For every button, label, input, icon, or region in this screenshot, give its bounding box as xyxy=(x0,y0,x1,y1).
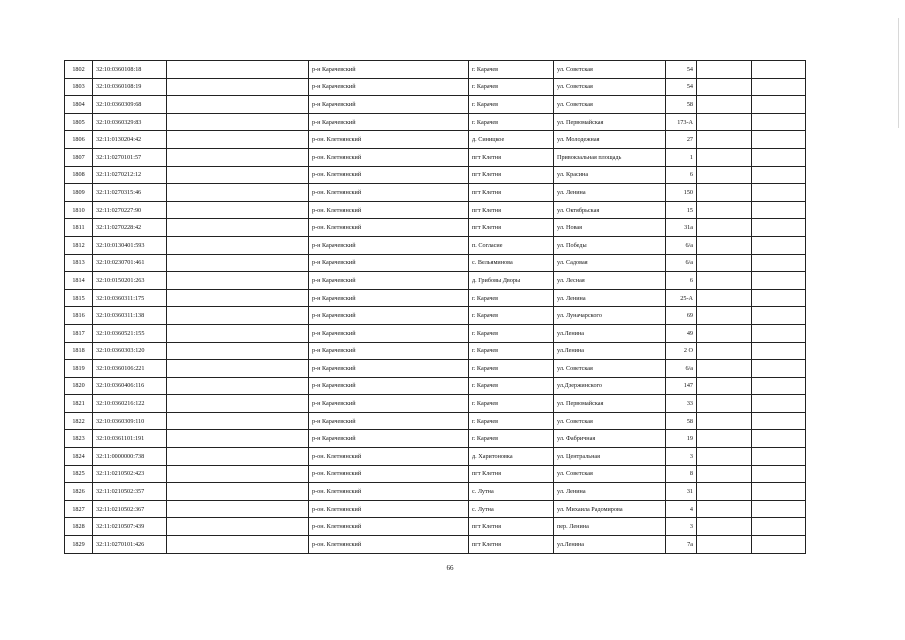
locality-cell: г. Карачев xyxy=(469,395,554,413)
table-row xyxy=(65,148,806,166)
empty-cell xyxy=(697,78,752,96)
district-cell: р-он. Клетнянский xyxy=(309,166,469,184)
row-number-cell: 1828 xyxy=(65,518,93,536)
district-cell: р-н Карачевский xyxy=(309,430,469,448)
district-cell: р-он. Клетнянский xyxy=(309,536,469,554)
empty-cell xyxy=(752,166,806,184)
district-cell: р-н Карачевский xyxy=(309,96,469,114)
locality-cell: г. Карачев xyxy=(469,61,554,79)
empty-cell xyxy=(697,324,752,342)
empty-cell xyxy=(697,483,752,501)
empty-cell xyxy=(697,448,752,466)
empty-cell xyxy=(752,395,806,413)
empty-cell xyxy=(697,377,752,395)
house-number-cell: 15 xyxy=(666,201,697,219)
street-cell: ул. Фабричная xyxy=(554,430,666,448)
house-number-cell: 3 xyxy=(666,448,697,466)
empty-cell xyxy=(697,96,752,114)
empty-cell xyxy=(697,272,752,290)
cadastral-number-cell: 32:11:0270212:12 xyxy=(93,166,167,184)
empty-cell xyxy=(697,201,752,219)
cadastral-number-cell: 32:10:0360108:19 xyxy=(93,78,167,96)
empty-cell xyxy=(167,236,309,254)
district-cell: р-он. Клетнянский xyxy=(309,483,469,501)
district-cell: р-н Карачевский xyxy=(309,395,469,413)
district-cell: р-он. Клетнянский xyxy=(309,448,469,466)
locality-cell: пгт Клетня xyxy=(469,536,554,554)
cadastral-number-cell: 32:10:0360309:110 xyxy=(93,412,167,430)
empty-cell xyxy=(752,96,806,114)
street-cell: ул. Молодежная xyxy=(554,131,666,149)
locality-cell: г. Карачев xyxy=(469,96,554,114)
empty-cell xyxy=(167,113,309,131)
cadastral-number-cell: 32:11:0270228:42 xyxy=(93,219,167,237)
empty-cell xyxy=(697,61,752,79)
row-number-cell: 1804 xyxy=(65,96,93,114)
district-cell: р-н Карачевский xyxy=(309,272,469,290)
cadastral-number-cell: 32:10:0361101:191 xyxy=(93,430,167,448)
empty-cell xyxy=(752,131,806,149)
empty-cell xyxy=(752,201,806,219)
cadastral-number-cell: 32:11:0130204:42 xyxy=(93,131,167,149)
house-number-cell: 147 xyxy=(666,377,697,395)
house-number-cell: 8 xyxy=(666,465,697,483)
empty-cell xyxy=(752,307,806,325)
locality-cell: пгт Клетня xyxy=(469,219,554,237)
empty-cell xyxy=(697,412,752,430)
cadastral-number-cell: 32:11:0210507:439 xyxy=(93,518,167,536)
empty-cell xyxy=(167,500,309,518)
cadastral-number-cell: 32:10:0230701:461 xyxy=(93,254,167,272)
table-row xyxy=(65,536,806,554)
locality-cell: д. Харитоновка xyxy=(469,448,554,466)
row-number-cell: 1807 xyxy=(65,148,93,166)
row-number-cell: 1809 xyxy=(65,184,93,202)
district-cell: р-он. Клетнянский xyxy=(309,465,469,483)
street-cell: пер. Ленина xyxy=(554,518,666,536)
empty-cell xyxy=(697,518,752,536)
table-row xyxy=(65,254,806,272)
house-number-cell: 27 xyxy=(666,131,697,149)
street-cell: ул. Ленина xyxy=(554,184,666,202)
cadastral-number-cell: 32:10:0360406:116 xyxy=(93,377,167,395)
row-number-cell: 1829 xyxy=(65,536,93,554)
house-number-cell: 3 xyxy=(666,518,697,536)
empty-cell xyxy=(167,342,309,360)
house-number-cell: 6 xyxy=(666,272,697,290)
empty-cell xyxy=(697,360,752,378)
locality-cell: пгт Клетня xyxy=(469,184,554,202)
district-cell: р-н Карачевский xyxy=(309,61,469,79)
row-number-cell: 1810 xyxy=(65,201,93,219)
locality-cell: пгт Клетня xyxy=(469,518,554,536)
empty-cell xyxy=(167,184,309,202)
street-cell: ул. Советская xyxy=(554,78,666,96)
row-number-cell: 1819 xyxy=(65,360,93,378)
empty-cell xyxy=(697,342,752,360)
empty-cell xyxy=(752,412,806,430)
street-cell: ул. Советская xyxy=(554,61,666,79)
cadastral-number-cell: 32:11:0210502:357 xyxy=(93,483,167,501)
district-cell: р-он. Клетнянский xyxy=(309,148,469,166)
empty-cell xyxy=(167,412,309,430)
district-cell: р-он. Клетнянский xyxy=(309,131,469,149)
locality-cell: с. Лутна xyxy=(469,500,554,518)
row-number-cell: 1824 xyxy=(65,448,93,466)
empty-cell xyxy=(697,236,752,254)
register-table xyxy=(64,60,806,554)
row-number-cell: 1805 xyxy=(65,113,93,131)
house-number-cell: 54 xyxy=(666,78,697,96)
locality-cell: г. Карачев xyxy=(469,307,554,325)
empty-cell xyxy=(752,78,806,96)
district-cell: р-н Карачевский xyxy=(309,78,469,96)
empty-cell xyxy=(167,536,309,554)
row-number-cell: 1812 xyxy=(65,236,93,254)
empty-cell xyxy=(752,360,806,378)
row-number-cell: 1808 xyxy=(65,166,93,184)
house-number-cell: 33 xyxy=(666,395,697,413)
cadastral-number-cell: 32:10:0360216:122 xyxy=(93,395,167,413)
house-number-cell: 4 xyxy=(666,500,697,518)
locality-cell: пгт Клетня xyxy=(469,465,554,483)
locality-cell: пгт Клетня xyxy=(469,166,554,184)
row-number-cell: 1827 xyxy=(65,500,93,518)
house-number-cell: 6 xyxy=(666,166,697,184)
empty-cell xyxy=(167,272,309,290)
empty-cell xyxy=(752,536,806,554)
house-number-cell: 49 xyxy=(666,324,697,342)
table-row xyxy=(65,166,806,184)
street-cell: ул. Первомайская xyxy=(554,395,666,413)
locality-cell: г. Карачев xyxy=(469,324,554,342)
table-row xyxy=(65,184,806,202)
district-cell: р-н Карачевский xyxy=(309,254,469,272)
empty-cell xyxy=(752,483,806,501)
house-number-cell: 6/а xyxy=(666,360,697,378)
street-cell: ул. Победы xyxy=(554,236,666,254)
row-number-cell: 1822 xyxy=(65,412,93,430)
row-number-cell: 1825 xyxy=(65,465,93,483)
cadastral-number-cell: 32:11:0000000:738 xyxy=(93,448,167,466)
table-row xyxy=(65,236,806,254)
empty-cell xyxy=(697,184,752,202)
house-number-cell: 58 xyxy=(666,96,697,114)
street-cell: ул. Советская xyxy=(554,360,666,378)
empty-cell xyxy=(752,518,806,536)
empty-cell xyxy=(697,254,752,272)
locality-cell: г. Карачев xyxy=(469,412,554,430)
locality-cell: п. Согласие xyxy=(469,236,554,254)
table-row xyxy=(65,324,806,342)
district-cell: р-н Карачевский xyxy=(309,377,469,395)
district-cell: р-н Карачевский xyxy=(309,307,469,325)
house-number-cell: 6/а xyxy=(666,236,697,254)
table-row xyxy=(65,483,806,501)
house-number-cell: 19 xyxy=(666,430,697,448)
locality-cell: пгт Клетня xyxy=(469,201,554,219)
table-row xyxy=(65,377,806,395)
locality-cell: г. Карачев xyxy=(469,342,554,360)
row-number-cell: 1821 xyxy=(65,395,93,413)
empty-cell xyxy=(167,430,309,448)
table-row xyxy=(65,289,806,307)
table-row xyxy=(65,500,806,518)
table-row xyxy=(65,219,806,237)
row-number-cell: 1817 xyxy=(65,324,93,342)
empty-cell xyxy=(752,342,806,360)
house-number-cell: 2 О xyxy=(666,342,697,360)
street-cell: ул. Советская xyxy=(554,96,666,114)
empty-cell xyxy=(167,360,309,378)
empty-cell xyxy=(167,201,309,219)
house-number-cell: 6/а xyxy=(666,254,697,272)
locality-cell: г. Карачев xyxy=(469,289,554,307)
row-number-cell: 1803 xyxy=(65,78,93,96)
cadastral-number-cell: 32:10:0360309:68 xyxy=(93,96,167,114)
empty-cell xyxy=(167,148,309,166)
row-number-cell: 1816 xyxy=(65,307,93,325)
street-cell: ул. Красина xyxy=(554,166,666,184)
empty-cell xyxy=(752,448,806,466)
empty-cell xyxy=(697,307,752,325)
table-row xyxy=(65,307,806,325)
empty-cell xyxy=(167,166,309,184)
district-cell: р-н Карачевский xyxy=(309,289,469,307)
cadastral-number-cell: 32:10:0360521:155 xyxy=(93,324,167,342)
empty-cell xyxy=(752,465,806,483)
table-row xyxy=(65,78,806,96)
house-number-cell: 31а xyxy=(666,219,697,237)
locality-cell: г. Карачев xyxy=(469,360,554,378)
row-number-cell: 1815 xyxy=(65,289,93,307)
district-cell: р-н Карачевский xyxy=(309,113,469,131)
row-number-cell: 1802 xyxy=(65,61,93,79)
register-body xyxy=(65,61,806,554)
row-number-cell: 1818 xyxy=(65,342,93,360)
empty-cell xyxy=(752,377,806,395)
cadastral-number-cell: 32:10:0360303:120 xyxy=(93,342,167,360)
street-cell: ул. Первомайская xyxy=(554,113,666,131)
scan-edge-line xyxy=(898,18,899,128)
empty-cell xyxy=(752,148,806,166)
locality-cell: г. Карачев xyxy=(469,113,554,131)
street-cell: ул.Дзержинского xyxy=(554,377,666,395)
empty-cell xyxy=(167,131,309,149)
cadastral-number-cell: 32:10:0360108:18 xyxy=(93,61,167,79)
empty-cell xyxy=(167,465,309,483)
empty-cell xyxy=(167,518,309,536)
empty-cell xyxy=(167,448,309,466)
empty-cell xyxy=(697,395,752,413)
street-cell: ул.Ленина xyxy=(554,324,666,342)
cadastral-number-cell: 32:10:0150201:263 xyxy=(93,272,167,290)
empty-cell xyxy=(752,500,806,518)
district-cell: р-он. Клетнянский xyxy=(309,500,469,518)
district-cell: р-н Карачевский xyxy=(309,360,469,378)
table-row xyxy=(65,430,806,448)
house-number-cell: 54 xyxy=(666,61,697,79)
table-row xyxy=(65,113,806,131)
locality-cell: г. Карачев xyxy=(469,377,554,395)
street-cell: Привокзальная площадь xyxy=(554,148,666,166)
empty-cell xyxy=(167,324,309,342)
cadastral-number-cell: 32:11:0270227:90 xyxy=(93,201,167,219)
table-row xyxy=(65,342,806,360)
cadastral-number-cell: 32:11:0210502:423 xyxy=(93,465,167,483)
locality-cell: с. Вельяминова xyxy=(469,254,554,272)
empty-cell xyxy=(697,219,752,237)
table-row xyxy=(65,201,806,219)
house-number-cell: 7а xyxy=(666,536,697,554)
district-cell: р-он. Клетнянский xyxy=(309,219,469,237)
table-row xyxy=(65,96,806,114)
empty-cell xyxy=(167,78,309,96)
cadastral-number-cell: 32:10:0360311:138 xyxy=(93,307,167,325)
locality-cell: д. Синицкое xyxy=(469,131,554,149)
empty-cell xyxy=(697,289,752,307)
table-row xyxy=(65,412,806,430)
row-number-cell: 1826 xyxy=(65,483,93,501)
district-cell: р-н Карачевский xyxy=(309,236,469,254)
district-cell: р-он. Клетнянский xyxy=(309,201,469,219)
district-cell: р-н Карачевский xyxy=(309,324,469,342)
house-number-cell: 150 xyxy=(666,184,697,202)
cadastral-number-cell: 32:11:0270101:426 xyxy=(93,536,167,554)
locality-cell: г. Карачев xyxy=(469,78,554,96)
empty-cell xyxy=(752,113,806,131)
empty-cell xyxy=(697,148,752,166)
empty-cell xyxy=(697,131,752,149)
empty-cell xyxy=(697,113,752,131)
table-row xyxy=(65,360,806,378)
page-number: 66 xyxy=(446,564,454,572)
empty-cell xyxy=(167,377,309,395)
empty-cell xyxy=(697,430,752,448)
district-cell: р-он. Клетнянский xyxy=(309,518,469,536)
cadastral-number-cell: 32:10:0360329:83 xyxy=(93,113,167,131)
empty-cell xyxy=(167,483,309,501)
cadastral-number-cell: 32:11:0270101:57 xyxy=(93,148,167,166)
row-number-cell: 1813 xyxy=(65,254,93,272)
table-row xyxy=(65,518,806,536)
cadastral-number-cell: 32:10:0130401:593 xyxy=(93,236,167,254)
empty-cell xyxy=(697,166,752,184)
house-number-cell: 25-А xyxy=(666,289,697,307)
empty-cell xyxy=(752,430,806,448)
locality-cell: с. Лутна xyxy=(469,483,554,501)
district-cell: р-н Карачевский xyxy=(309,412,469,430)
empty-cell xyxy=(167,289,309,307)
empty-cell xyxy=(697,536,752,554)
street-cell: ул. Центральная xyxy=(554,448,666,466)
empty-cell xyxy=(752,289,806,307)
table-row xyxy=(65,465,806,483)
empty-cell xyxy=(167,307,309,325)
table-row xyxy=(65,272,806,290)
empty-cell xyxy=(752,61,806,79)
table-row xyxy=(65,61,806,79)
table-row xyxy=(65,448,806,466)
street-cell: ул. Ленина xyxy=(554,289,666,307)
street-cell: ул. Садовая xyxy=(554,254,666,272)
house-number-cell: 1 xyxy=(666,148,697,166)
empty-cell xyxy=(697,465,752,483)
street-cell: ул. Луначарского xyxy=(554,307,666,325)
street-cell: ул. Советская xyxy=(554,412,666,430)
row-number-cell: 1820 xyxy=(65,377,93,395)
locality-cell: пгт Клетня xyxy=(469,148,554,166)
empty-cell xyxy=(167,96,309,114)
empty-cell xyxy=(167,254,309,272)
row-number-cell: 1814 xyxy=(65,272,93,290)
street-cell: ул. Новая xyxy=(554,219,666,237)
empty-cell xyxy=(752,236,806,254)
row-number-cell: 1823 xyxy=(65,430,93,448)
street-cell: ул. Михаила Радомирова xyxy=(554,500,666,518)
house-number-cell: 31 xyxy=(666,483,697,501)
empty-cell xyxy=(752,324,806,342)
table-row xyxy=(65,395,806,413)
empty-cell xyxy=(752,219,806,237)
empty-cell xyxy=(752,254,806,272)
empty-cell xyxy=(697,500,752,518)
house-number-cell: 69 xyxy=(666,307,697,325)
row-number-cell: 1806 xyxy=(65,131,93,149)
street-cell: ул. Ленина xyxy=(554,483,666,501)
district-cell: р-он. Клетнянский xyxy=(309,184,469,202)
street-cell: ул. Лесная xyxy=(554,272,666,290)
cadastral-number-cell: 32:11:0270315:46 xyxy=(93,184,167,202)
cadastral-number-cell: 32:11:0210502:367 xyxy=(93,500,167,518)
locality-cell: г. Карачев xyxy=(469,430,554,448)
empty-cell xyxy=(167,219,309,237)
street-cell: ул.Ленина xyxy=(554,536,666,554)
house-number-cell: 58 xyxy=(666,412,697,430)
street-cell: ул. Советская xyxy=(554,465,666,483)
table-row xyxy=(65,131,806,149)
cadastral-number-cell: 32:10:0360311:175 xyxy=(93,289,167,307)
locality-cell: д. Грибовы Дворы xyxy=(469,272,554,290)
empty-cell xyxy=(752,272,806,290)
empty-cell xyxy=(752,184,806,202)
street-cell: ул. Октябрьская xyxy=(554,201,666,219)
empty-cell xyxy=(167,395,309,413)
cadastral-number-cell: 32:10:0360106:221 xyxy=(93,360,167,378)
row-number-cell: 1811 xyxy=(65,219,93,237)
house-number-cell: 173-А xyxy=(666,113,697,131)
street-cell: ул.Ленина xyxy=(554,342,666,360)
district-cell: р-н Карачевский xyxy=(309,342,469,360)
empty-cell xyxy=(167,61,309,79)
